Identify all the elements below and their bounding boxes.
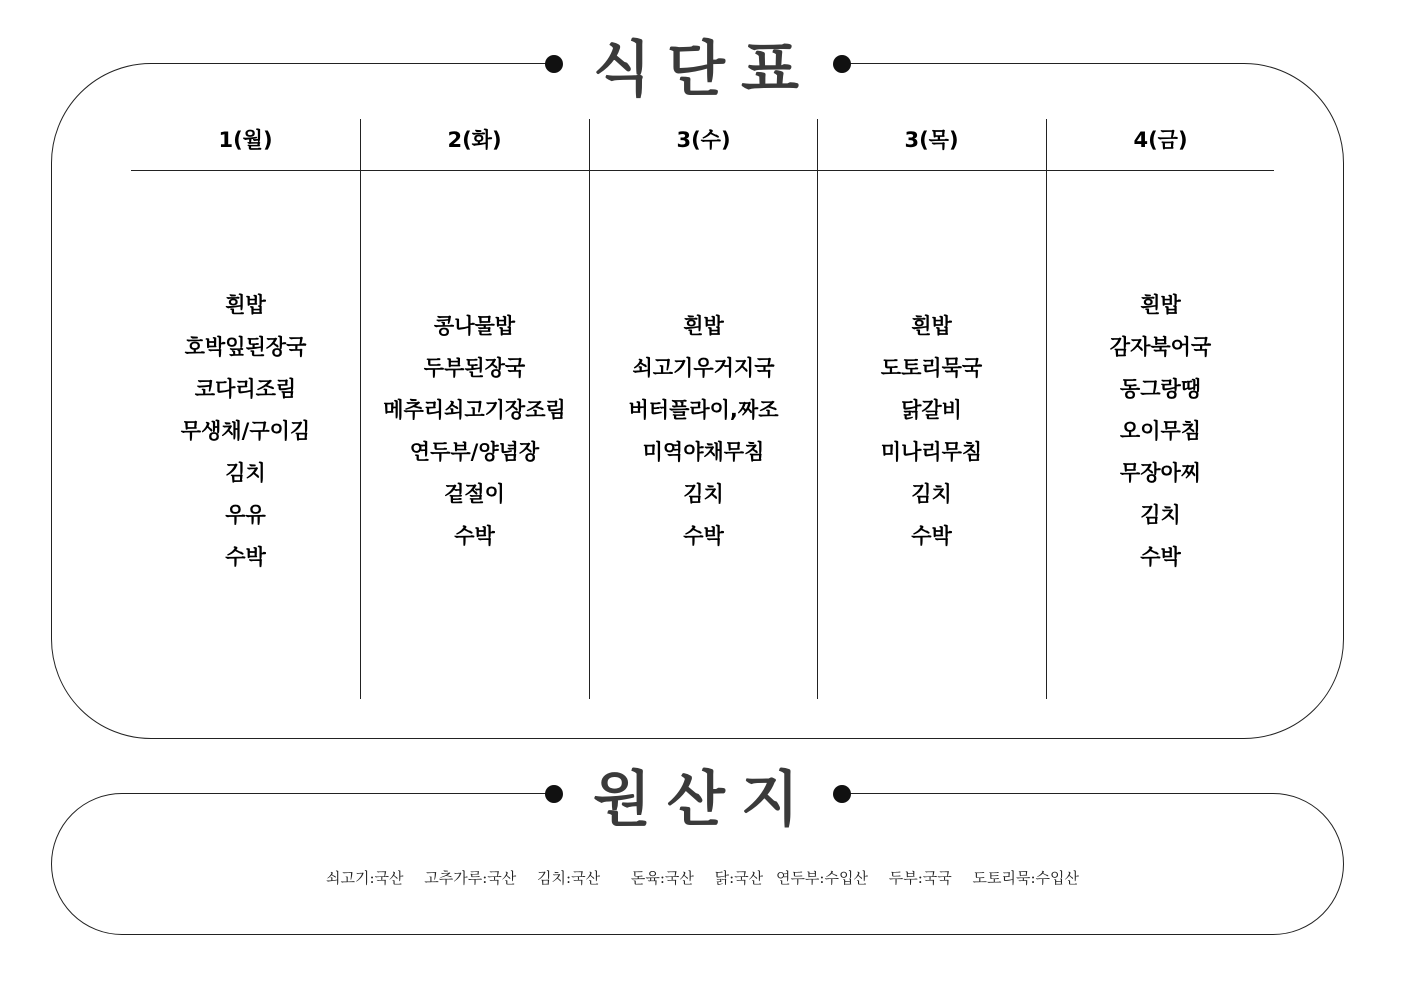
menu-item: 김치 xyxy=(1140,503,1181,527)
menu-item: 겉절이 xyxy=(444,482,505,506)
menu-item: 흰밥 xyxy=(683,314,724,338)
origin-item: 닭:국산 xyxy=(714,869,764,887)
menu-item: 닭갈비 xyxy=(901,398,962,422)
day-menu-thu xyxy=(817,305,1046,557)
origin-title-left-dot xyxy=(545,785,563,803)
origin-item: 도토리묵:수입산 xyxy=(972,869,1080,887)
origin-item: 돈육:국산 xyxy=(630,869,694,887)
origin-title-right-dot xyxy=(833,785,851,803)
menu-item: 수박 xyxy=(683,524,724,548)
origin-item: 쇠고기:국산 xyxy=(325,869,404,887)
menu-item: 연두부/양념장 xyxy=(409,440,540,464)
menu-item: 흰밥 xyxy=(225,293,266,317)
menu-item: 호박잎된장국 xyxy=(184,335,307,359)
day-menu-wed xyxy=(589,305,818,557)
menu-item: 흰밥 xyxy=(911,314,952,338)
origin-item: 고추가루:국산 xyxy=(424,869,517,887)
day-menu-fri xyxy=(1046,284,1275,578)
day-header-fri: 4(금) xyxy=(1133,128,1188,152)
menu-item: 흰밥 xyxy=(1140,293,1181,317)
menu-item: 버터플라이,짜조 xyxy=(628,398,779,422)
menu-item: 수박 xyxy=(454,524,495,548)
origin-item: 김치:국산 xyxy=(537,869,601,887)
menu-item: 김치 xyxy=(683,482,724,506)
origin-item: 연두부:수입산 xyxy=(775,869,868,887)
menu-item: 동그랑땡 xyxy=(1119,377,1202,401)
origin-list xyxy=(131,866,1274,890)
menu-item: 감자북어국 xyxy=(1109,335,1212,359)
menu-title-right-dot xyxy=(833,55,851,73)
menu-title-left-dot xyxy=(545,55,563,73)
menu-item: 미역야채무침 xyxy=(642,440,765,464)
header-divider xyxy=(131,170,1274,171)
menu-item: 도토리묵국 xyxy=(880,356,983,380)
menu-item: 우유 xyxy=(225,503,266,527)
day-header-tue: 2(화) xyxy=(447,128,502,152)
menu-item: 무생채/구이김 xyxy=(180,419,311,443)
origin-item: 두부:국국 xyxy=(888,869,952,887)
menu-item: 수박 xyxy=(1140,545,1181,569)
day-header-thu: 3(목) xyxy=(904,128,959,152)
day-header-wed: 3(수) xyxy=(676,128,731,152)
menu-item: 오이무침 xyxy=(1119,419,1202,443)
menu-item: 김치 xyxy=(911,482,952,506)
menu-title: 식단표 xyxy=(593,35,815,105)
day-header-mon: 1(월) xyxy=(218,128,273,152)
menu-item: 두부된장국 xyxy=(423,356,526,380)
day-menu-mon xyxy=(131,284,360,578)
menu-item: 콩나물밥 xyxy=(433,314,516,338)
menu-item: 수박 xyxy=(225,545,266,569)
menu-item: 김치 xyxy=(225,461,266,485)
day-menu-tue xyxy=(360,305,589,557)
menu-item: 코다리조림 xyxy=(194,377,297,401)
menu-item: 쇠고기우거지국 xyxy=(632,356,775,380)
menu-item: 수박 xyxy=(911,524,952,548)
origin-title: 원산지 xyxy=(593,765,815,835)
menu-item: 미나리무침 xyxy=(880,440,983,464)
menu-item: 메추리쇠고기장조림 xyxy=(383,398,566,422)
menu-item: 무장아찌 xyxy=(1119,461,1202,485)
